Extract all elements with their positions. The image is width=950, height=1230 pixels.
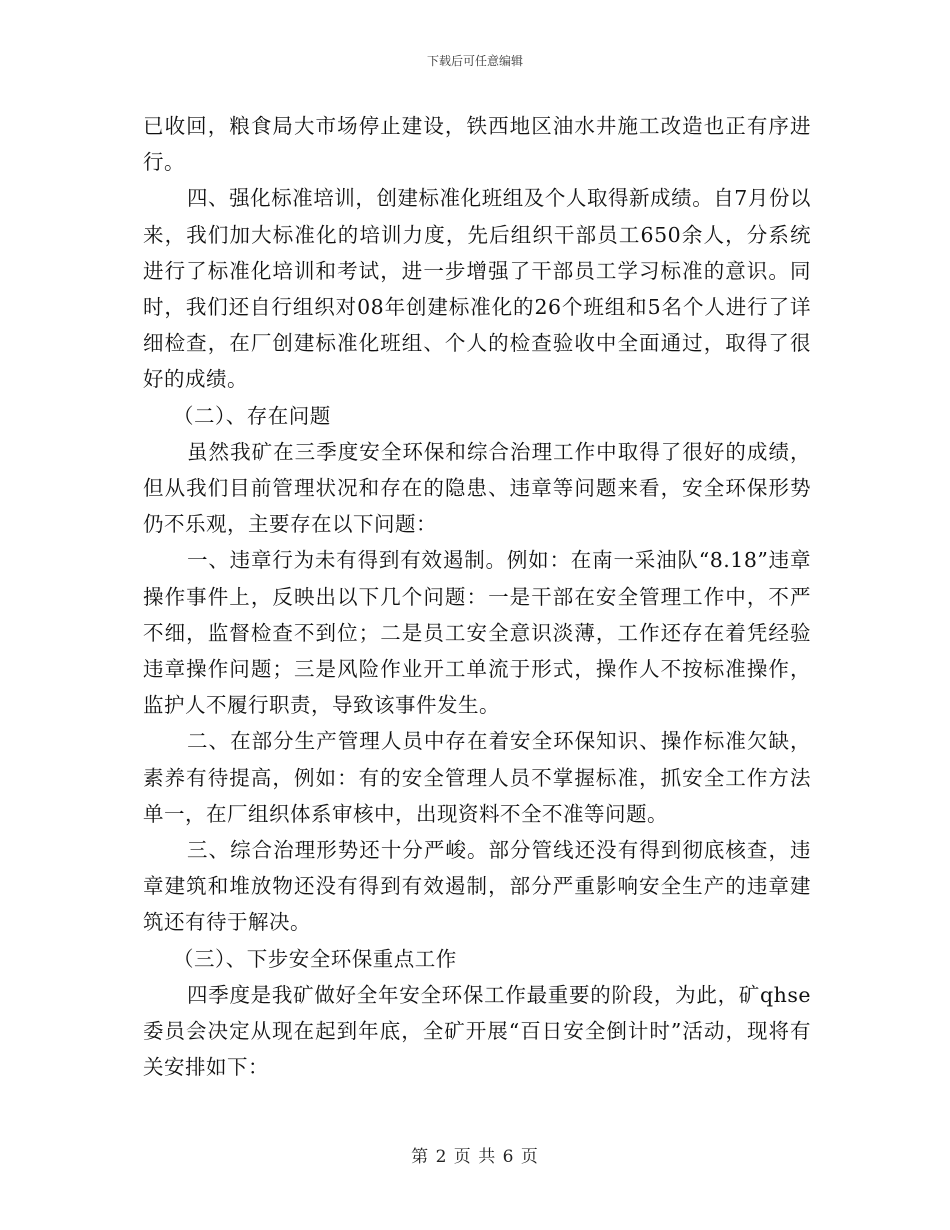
page-header-note: 下载后可任意编辑 (426, 54, 523, 68)
document-body (143, 108, 811, 1085)
paragraph-problems-intro: 虽然我矿在三季度安全环保和综合治理工作中取得了很好的成绩，但从我们目前管理状况和存在的隐患、违章等问题来看，安全环保形势仍不乐观，主要存在以下问题： (143, 439, 811, 537)
paragraph-problem-violations: 一、违章行为未有得到有效遏制。例如：在南一采油队“8.18”违章操作事件上，反映出以下几个问题：一是干部在安全管理工作中，不严不细，监督检查不到位；二是员工安全意识淡薄，工作还存在着凭经验违章操作问题；三是风险作业开工单流于形式，操作人不按标准操作，监护人不履行职责，导致该事件发生。 (143, 548, 811, 718)
paragraph-standard-training: 四、强化标准培训，创建标准化班组及个人取得新成绩。自7月份以来，我们加大标准化的培训力度，先后组织干部员工650余人，分系统进行了标准化培训和考试，进一步增强了干部员工学习标准的意识。同时，我们还自行组织对08年创建标准化的26个班组和5名个人进行了详细检查，在厂创建标准化班组、个人的检查验收中全面通过，取得了很好的成绩。 (143, 186, 811, 392)
paragraph-problem-governance: 三、综合治理形势还十分严峻。部分管线还没有得到彻底核查，违章建筑和堆放物还没有得到有效遏制，部分严重影响安全生产的违章建筑还有待于解决。 (143, 838, 811, 935)
paragraph-next-steps-intro: 四季度是我矿做好全年安全环保工作最重要的阶段，为此，矿qhse委员会决定从现在起到年底，全矿开展“百日安全倒计时”活动，现将有关安排如下： (143, 982, 811, 1080)
paragraph-problem-knowledge: 二、在部分生产管理人员中存在着安全环保知识、操作标准欠缺，素养有待提高，例如：有的安全管理人员不掌握标准，抓安全工作方法单一，在厂组织体系审核中，出现资料不全不准等问题。 (143, 729, 811, 826)
section-heading-next-steps: （三）、下步安全环保重点工作 (173, 946, 457, 971)
page-number: 第 2 页 共 6 页 (411, 1147, 539, 1167)
paragraph-continuation: 已收回，粮食局大市场停止建设，铁西地区油水井施工改造也正有序进行。 (143, 114, 811, 175)
section-heading-existing-problems: （二）、存在问题 (173, 403, 331, 428)
